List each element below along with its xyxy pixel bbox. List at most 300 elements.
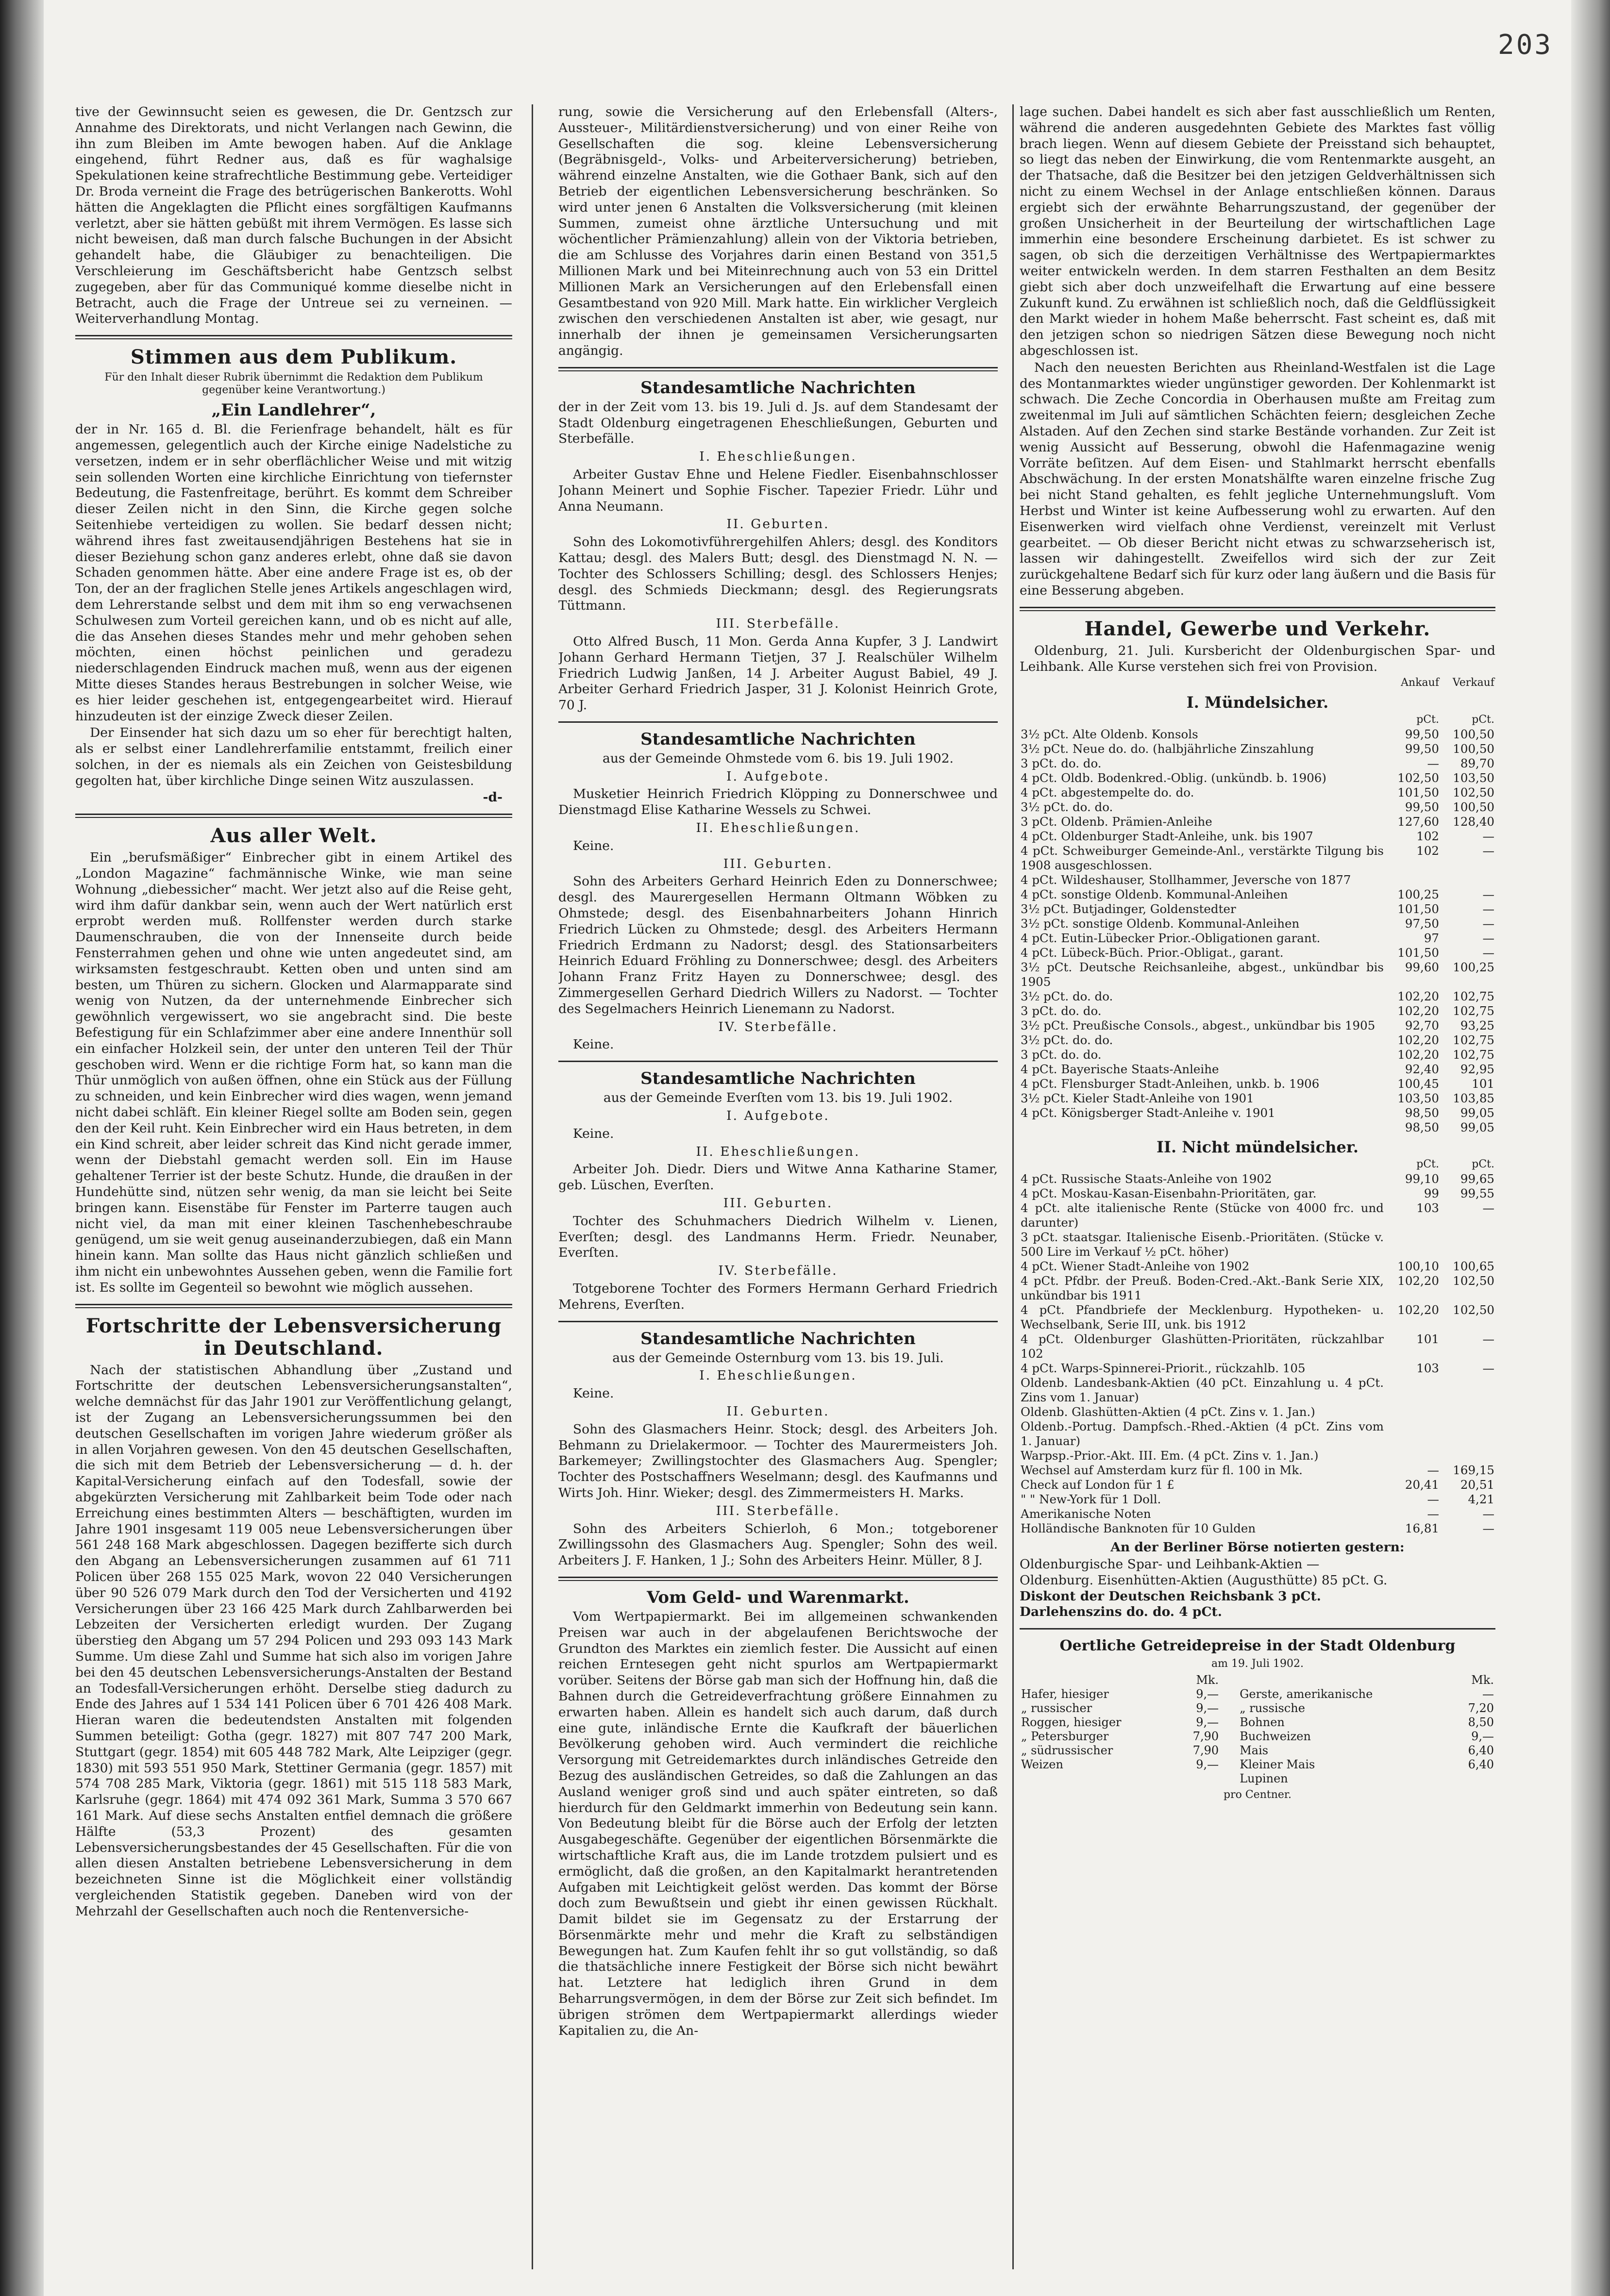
section-title-welt: Aus aller Welt. (210, 824, 377, 848)
kurs-security: 4 pCt. Königsberger Stadt-Anleihe v. 1901 (1021, 1106, 1275, 1120)
divider (558, 1577, 998, 1581)
kurs-row (1020, 1448, 1495, 1463)
article-paragraph: Ein „berufsmäßiger“ Einbrecher gibt in einem Artikel des „London Magazine“ fachmännische Winke, wie man seine Wohnung „diebessicher“ macht. Wer jetzt also auf die Reise geht, wird ihm dafür dankbar sein, wenn auch der Wert natürlich erst erprobt werden muß. Rollfenster werden durch starke Daumenschrauben, die von der Innenseite durch beide Fensterrahmen gehen und ohne wie unten angedeutet sind, am wirksamsten festgeschraubt. Ketten oben und unten sind am besten, um Thüren zu sichern. Glocken und Alarmapparate sind wenig von Nutzen, da der unternehmende Einbrecher sich gewöhnlich vergewissert, wo sie angebracht sind. Die beste Befestigung für ein Schlafzimmer aber eine andere Innenthür soll ein einfacher Holzkeil sein, der unter den unteren Teil der Thür geschoben wird. Wenn er die richtige Form hat, so kann man die Thür unmöglich von außen öffnen, ohne ein Stück aus der Füllung zu schneiden, und kein Einbrecher wird dies wagen, wenn jemand nicht dabei schläft. Ein kleiner Riegel sollte am Boden sein, gegen den der Keil ruht. Kein Einbrecher wird ein Haus betreten, in dem ein Kind schreit, aber leider schreit das Kind nicht gerade immer, wenn der Diebstahl gemacht werden soll. Ein im Hause gehaltener Terrier ist der beste Schutz. Hunde, die draußen in der Hundehütte sind, nützen sehr wenig, da man sie leicht bei Seite bringen kann. Eisenstäbe für Fenster im Parterre taugen auch nicht viel, da man mit einer kleinen Taschenhebeschraube genügend, um sie weit genug auseinanderzubiegen, daß ein Mann hinein kann. Man sollte das Haus nicht gänzlich schließen und ihm nicht ein unbewohntes Aussehen geben, wenn die Familie fort ist. Es sollte im Gegenteil so bewohnt wie möglich aussehen. (75, 850, 512, 1295)
kurs-verkauf: — (1482, 1521, 1494, 1536)
kurs-ankauf: 99 (1424, 1186, 1439, 1201)
kurs-verkauf (1440, 1419, 1495, 1448)
scan-edge-right (1571, 0, 1610, 2296)
getreide-table (1020, 1673, 1495, 1786)
kurs-row (1020, 1303, 1495, 1332)
kurs-ankauf: 100,10 (1397, 1259, 1439, 1274)
kurs-verkauf: 103,85 (1453, 1091, 1494, 1106)
kurs-verkauf: 99,55 (1460, 1186, 1494, 1201)
kurs-verkauf: — (1482, 844, 1494, 858)
getreide-price: 7,20 (1468, 1701, 1494, 1715)
diskont-line: Diskont der Deutschen Reichsbank 3 pCt. (1020, 1588, 1321, 1604)
kurs-row (1020, 1492, 1495, 1507)
kurs-verkauf: 99,65 (1460, 1172, 1494, 1186)
standesamt-entries: Musketier Heinrich Friedrich Klöpping zu Donnerschwee und Dienstmagd Elise Katharine Wessels zu Schwei. (558, 786, 998, 818)
kurs-verkauf (1440, 1230, 1495, 1259)
kurs-ankauf: 102,50 (1397, 771, 1439, 785)
kurs-row (1020, 1120, 1495, 1135)
getreide-grain: Weizen (1021, 1758, 1063, 1772)
kurs-row (1020, 1186, 1495, 1201)
getreide-date: am 19. Juli 1902. (1211, 1658, 1304, 1670)
kurs-ankauf (1385, 1405, 1440, 1419)
standesamt-entries: Keine. (573, 1037, 614, 1052)
standesamt-heading: II. Eheschließungen. (696, 1144, 860, 1159)
divider (558, 367, 998, 371)
kurs-ankauf: 99,50 (1405, 742, 1439, 756)
kurs-verkauf: 99,05 (1460, 1120, 1494, 1135)
kurs-row (1020, 989, 1495, 1004)
kurs-ankauf: 98,50 (1405, 1106, 1439, 1120)
kurs-row (1020, 1405, 1495, 1419)
kurs-row (1020, 1077, 1495, 1091)
kurs-ankauf: 127,60 (1397, 815, 1439, 829)
getreide-row (1020, 1744, 1495, 1758)
kurs-unit-verkauf: pCt. (1472, 714, 1494, 726)
kurs-ankauf: 16,81 (1405, 1521, 1439, 1536)
kurs-ankauf: 101,50 (1397, 902, 1439, 916)
kurs-ankauf: 102,20 (1397, 1004, 1439, 1018)
standesamt-entries: Sohn des Lokomotivführergehilfen Ahlers; desgl. des Konditors Kattau; desgl. des Malers Butt; desgl. des Dienstmagd N. N. — Tochter des Schlossers Schilling; desgl. des Schlossers Henjes; desgl. des Schmieds Dieckmann; desgl. des Regierungsrats Tüttmann. (558, 534, 998, 614)
kurs-verkauf: 102,50 (1453, 1274, 1494, 1288)
kurs-verkauf: 100,50 (1453, 727, 1494, 742)
standesamt-intro: der in der Zeit vom 13. bis 19. Juli d. Js. auf dem Standesamt der Stadt Oldenburg eingetragenen Eheschließungen, Geburten und Sterbefälle. (558, 399, 998, 447)
kurs-section-title: I. Mündelsicher. (1186, 693, 1329, 712)
standesamt-entries: Keine. (573, 838, 614, 853)
kurs-ankauf: 102 (1416, 844, 1439, 858)
standesamt-title: Standesamtliche Nachrichten (640, 729, 916, 749)
standesamt-entries: Totgeborene Tochter des Formers Hermann Gerhard Friedrich Mehrens, Everſten. (558, 1281, 998, 1312)
article-continuation: lage suchen. Dabei handelt es sich aber fast ausschließlich um Renten, während die anderen ausgedehnten Gebiete des Marktes fast völlig brach liegen. Wenn auf diesem Gebiete der Preisstand sich behauptet, so liegt das neben der Einwirkung, die vom Rentenmarkte ausgeht, an der Thatsache, daß die Besitzer bei den jetzigen Geldverhältnissen sich nicht zu einem Wechsel in der Anlage entschließen können. Daraus ergiebt sich der erwähnte Beharrungszustand, der gegenüber der großen Unsicherheit in der Beurteilung der wirtschaftlichen Lage immerhin eine besondere Erscheinung darbietet. Es ist schwer zu sagen, ob sich die derzeitigen Verhältnisse des Wertpapiermarktes weiter entwickeln werden. In dem starren Festhalten an dem Besitz giebt sich aber doch unzweifelhaft die Erwartung auf eine bessere Zukunft kund. Zu erwähnen ist schließlich noch, daß die Geldflüssigkeit den Markt wieder in hohem Maße beherrscht. Fast scheint es, daß mit den jetzigen schon so niedrigen Sätzen diese Bewegung noch nicht abgeschlossen ist. (1020, 104, 1495, 358)
divider (558, 721, 998, 723)
scan-edge-left (0, 0, 44, 2296)
getreide-grain: Lupinen (1240, 1772, 1288, 1786)
kurs-verkauf: — (1482, 1332, 1494, 1347)
kurs-row (1020, 1062, 1495, 1077)
section-disclaimer: Für den Inhalt dieser Rubrik übernimmt die Redaktion dem Publikum gegenüber keine Verantwortung.) (104, 371, 483, 397)
darlehen-line: Darlehenszins do. do. 4 pCt. (1020, 1604, 1223, 1620)
column-rule (1012, 104, 1014, 2269)
standesamt-heading: IV. Sterbefälle. (718, 1263, 838, 1279)
kurs-ankauf: 101,50 (1397, 785, 1439, 800)
kurs-security: 4 pCt. alte italienische Rente (Stücke von 4000 frc. und darunter) (1021, 1201, 1384, 1230)
kurs-table (1020, 676, 1495, 1536)
kurs-security: 3 pCt. do. do. (1021, 756, 1102, 771)
getreide-price: 6,40 (1468, 1744, 1494, 1758)
kurs-row (1020, 785, 1495, 800)
kurs-security: 4 pCt. Pfandbriefe der Mecklenburg. Hypotheken- u. Wechselbank, Serie III, unk. bis 1912 (1021, 1303, 1384, 1332)
kurs-security: Warpsp.-Prior.-Akt. III. Em. (4 pCt. Zins v. 1. Jan.) (1021, 1448, 1319, 1463)
berliner-heading: An der Berliner Börse notierten gestern: (1110, 1540, 1405, 1555)
getreide-unit-spacer (1220, 1673, 1446, 1687)
kurs-security: 3 pCt. do. do. (1021, 1004, 1102, 1018)
letter-title: „Ein Landlehrer“, (211, 400, 376, 420)
kurs-section-title: II. Nicht mündelsicher. (1157, 1138, 1358, 1157)
getreide-grain: „ russischer (1021, 1701, 1092, 1715)
kurs-row (1020, 1507, 1495, 1521)
standesamt-heading: III. Sterbefälle. (716, 1503, 840, 1518)
kurs-verkauf: — (1482, 916, 1494, 931)
letter-paragraph: der in Nr. 165 d. Bl. die Ferienfrage behandelt, hält es für angemessen, gelegentlich auch der Kirche einige Nadelstiche zu versetzen, indem er in sehr oberflächlicher Weise und mit witzig sein sollenden Worten eine kirchliche Einrichtung von tiefernster Bedeutung, die Fastenfreitage, berührt. Es kommt dem Schreiber dieser Zeilen nicht in den Sinn, die Kirche gegen solche Seitenhiebe verteidigen zu wollen. Sie bedarf dessen nicht; während ihres fast zweitausendjährigen Bestehens hat sie in dieser Beziehung schon ganz anderes erlebt, ohne daß sie davon Schaden genommen hätte. Aber eine andere Frage ist es, ob der Ton, der an der fraglichen Stelle jenes Artikels angeschlagen wird, dem Lehrerstande selbst und dem mit ihm so eng verwachsenen Schulwesen zum Vorteil gereichen kann, und ob es nicht auf alle, die das Ansehen dieses Standes mehr und mehr gehoben sehen möchten, einen höchst peinlichen und geradezu niederschlagenden Eindruck machen muß, wenn aus der eigenen Mitte dieses Standes heraus Bestrebungen in solcher Weise, wie es hier leider geschehen ist, entgegengearbeitet wird. Hierauf hinzudeuten ist der einzige Zweck dieser Zeilen. (75, 422, 512, 724)
kurs-security: 4 pCt. Lübeck-Büch. Prior.-Obligat., garant. (1021, 946, 1284, 960)
standesamt-heading: I. Aufgebote. (726, 768, 830, 784)
kurs-verkauf: 92,95 (1460, 1062, 1494, 1077)
kurs-security: " " New-York für 1 Doll. (1021, 1492, 1161, 1507)
kurs-row (1020, 873, 1495, 887)
getreide-price: 6,40 (1468, 1758, 1494, 1772)
kurs-verkauf: — (1482, 946, 1494, 960)
kurs-security: 4 pCt. Flensburger Stadt-Anleihen, unkb. b. 1906 (1021, 1077, 1320, 1091)
kurs-ankauf: 97 (1424, 931, 1439, 946)
kurs-verkauf (1440, 1448, 1495, 1463)
kurs-verkauf: — (1482, 829, 1494, 844)
divider (75, 1304, 512, 1308)
kurs-header-ankauf: Ankauf (1401, 677, 1439, 689)
kurs-ankauf (1385, 1376, 1440, 1405)
standesamt-entries: Sohn des Glasmachers Heinr. Stock; desgl. des Arbeiters Joh. Behmann zu Drielakermoor. — Tochter des Maurermeisters Joh. Barkemeyer; Zwillingstochter des Glasmachers Aug. Spengler; Tochter des Postschaffners Weselmann; desgl. des Kaufmanns und Wirts Joh. Hinr. Wieker; desgl. des Zimmermeisters H. Marks. (558, 1421, 998, 1500)
getreide-grain: Roggen, hiesiger (1021, 1715, 1122, 1730)
kurs-security: 3½ pCt. Alte Oldenb. Konsols (1021, 727, 1198, 742)
kurs-security: 4 pCt. Schweiburger Gemeinde-Anl., verstärkte Tilgung bis 1908 ausgeschlossen. (1021, 844, 1384, 873)
kurs-row (1020, 1463, 1495, 1478)
kurs-ankauf: 99,50 (1405, 727, 1439, 742)
berliner-line: Oldenburgische Spar- und Leihbank-Aktien — (1020, 1557, 1320, 1572)
kurs-verkauf: 100,65 (1453, 1259, 1494, 1274)
kurs-security (1020, 1120, 1385, 1135)
standesamt-entries: Sohn des Arbeiters Gerhard Heinrich Eden zu Donnerschwee; desgl. des Maurergesellen Hermann Oltmann Wöbken zu Ohmstede; desgl. des Eisenbahnarbeiters Johann Hinrich Friedrich Lücken zu Ohmstede; desgl. des Arbeiters Hermann Friedrich Erdmann zu Nadorst; desgl. des Stationsarbeiters Heinrich Eduard Fröhling zu Donnerschwee; desgl. des Arbeiters Johann Franz Fritz Hayen zu Donnerschwee; desgl. des Zimmergesellen Gerhard Diedrich Willers zu Nadorst. — Tochter des Segelmachers Heinrich Lienemann zu Nadorst. (558, 874, 998, 1016)
standesamt-intro: aus der Gemeinde Osternburg vom 13. bis 19. Juli. (612, 1350, 944, 1365)
kurs-verkauf: — (1482, 1507, 1494, 1521)
section-title-stimmen: Stimmen aus dem Publikum. (130, 346, 457, 369)
standesamt-intro: aus der Gemeinde Everſten vom 13. bis 19. Juli 1902. (603, 1090, 953, 1106)
kurs-row (1020, 756, 1495, 771)
getreide-unit-left: Mk. (1196, 1673, 1219, 1687)
getreide-row (1020, 1715, 1495, 1730)
kurs-ankauf: 103,50 (1397, 1091, 1439, 1106)
getreide-price: 9,— (1471, 1730, 1494, 1744)
kurs-security: 4 pCt. Eutin-Lübecker Prior.-Obligationen garant. (1021, 931, 1321, 946)
kurs-row (1020, 742, 1495, 756)
standesamt-entries: Keine. (573, 1126, 614, 1141)
getreide-grain (1020, 1772, 1171, 1786)
kurs-ankauf (1385, 1419, 1440, 1448)
getreide-row (1020, 1701, 1495, 1715)
kurs-verkauf: 100,25 (1453, 960, 1494, 975)
getreide-grain: Bohnen (1240, 1715, 1285, 1730)
kurs-verkauf: 101 (1472, 1077, 1494, 1091)
kurs-security: 4 pCt. Oldenburger Stadt-Anleihe, unk. bis 1907 (1021, 829, 1313, 844)
kurs-unit-ankauf: pCt. (1416, 714, 1439, 726)
getreide-row (1020, 1687, 1495, 1701)
kurs-row (1020, 800, 1495, 815)
kurs-security: 4 pCt. Moskau-Kasan-Eisenbahn-Prioritäten, gar. (1021, 1186, 1317, 1201)
divider (75, 814, 512, 818)
kurs-row (1020, 902, 1495, 916)
kurs-ankauf: 100,45 (1397, 1077, 1439, 1091)
kurs-ankauf: 100,25 (1397, 887, 1439, 902)
kurs-row (1020, 1332, 1495, 1361)
kurs-unit-row (1020, 1157, 1495, 1172)
kurs-unit-label (1020, 1157, 1385, 1172)
kurs-security: 4 pCt. sonstige Oldenb. Kommunal-Anleihen (1021, 887, 1288, 902)
kurs-row (1020, 887, 1495, 902)
kurs-ankauf: 99,50 (1405, 800, 1439, 815)
kurs-header-label (1020, 676, 1385, 690)
getreide-row (1020, 1758, 1495, 1772)
kurs-security: 4 pCt. Oldenburger Glashütten-Prioritäten, rückzahlbar 102 (1021, 1332, 1384, 1361)
kurs-verkauf: 100,50 (1453, 742, 1494, 756)
getreide-unit-right: Mk. (1471, 1673, 1494, 1687)
kurs-row (1020, 1201, 1495, 1230)
kurs-unit-label (1020, 713, 1385, 727)
kurs-ankauf: 102,20 (1397, 989, 1439, 1004)
getreide-grain: Hafer, hiesiger (1021, 1687, 1109, 1701)
kurs-ankauf (1385, 1448, 1440, 1463)
standesamt-heading: IV. Sterbefälle. (718, 1019, 838, 1034)
kurs-verkauf: 103,50 (1453, 771, 1494, 785)
getreide-price: 9,— (1196, 1701, 1219, 1715)
standesamt-title: Standesamtliche Nachrichten (640, 1329, 916, 1348)
divider (558, 1061, 998, 1062)
kurs-ankauf (1385, 1230, 1440, 1259)
kurs-ankauf: 101 (1416, 1332, 1439, 1347)
kurs-verkauf: 169,15 (1453, 1463, 1494, 1478)
kurs-security: 3 pCt. staatsgar. Italienische Eisenb.-Prioritäten. (Stücke v. 500 Lire im Verkauf ½ pCt. höher) (1021, 1230, 1384, 1259)
kurs-verkauf: 128,40 (1453, 815, 1494, 829)
section-title-lebensversicherung: Fortschritte der Lebensversicherung in Deutschland. (85, 1314, 502, 1360)
standesamt-heading: II. Eheschließungen. (696, 820, 860, 836)
kurs-verkauf: 4,21 (1468, 1492, 1494, 1507)
kurs-row (1020, 916, 1495, 931)
kurs-security: 3½ pCt. Butjadinger, Goldenstedter (1021, 902, 1236, 916)
kurs-row (1020, 1376, 1495, 1405)
kurs-security: Oldenb.-Portug. Dampfsch.-Rhed.-Aktien (4 pCt. Zins vom 1. Januar) (1021, 1419, 1384, 1448)
standesamt-entries: Tochter des Schuhmachers Diedrich Wilhelm v. Lienen, Everſten; desgl. des Landmanns Herm. Friedr. Neunaber, Everſten. (558, 1213, 998, 1261)
kurs-section-row (1020, 690, 1495, 713)
kurs-verkauf: — (1482, 1361, 1494, 1376)
kurs-ankauf: — (1427, 1492, 1439, 1507)
getreide-title: Oertliche Getreidepreise in der Stadt Oldenburg (1059, 1637, 1456, 1655)
kurs-row (1020, 829, 1495, 844)
page-number: 203 (1498, 29, 1553, 61)
kurs-ankauf: 99,10 (1405, 1172, 1439, 1186)
kurs-security: Amerikanische Noten (1021, 1507, 1151, 1521)
kurs-security: 3½ pCt. do. do. (1021, 1033, 1113, 1048)
kurs-security: Oldenb. Landesbank-Aktien (40 pCt. Einzahlung u. 4 pCt. Zins vom 1. Januar) (1021, 1376, 1384, 1405)
getreide-price: 9,— (1196, 1687, 1219, 1701)
kurs-row (1020, 1172, 1495, 1186)
kurs-row (1020, 1521, 1495, 1536)
getreide-unit-row (1020, 1673, 1495, 1687)
kurs-row (1020, 1230, 1495, 1259)
kurs-security: Oldenb. Glashütten-Aktien (4 pCt. Zins v. 1. Jan.) (1021, 1405, 1315, 1419)
divider (1020, 607, 1495, 611)
kurs-row (1020, 946, 1495, 960)
kurs-verkauf (1440, 1376, 1495, 1405)
column-2 (558, 104, 998, 2269)
kurs-unit-verkauf: pCt. (1472, 1158, 1494, 1171)
kurs-security: Check auf London für 1 £ (1021, 1478, 1174, 1492)
kurs-security: 4 pCt. Wiener Stadt-Anleihe von 1902 (1021, 1259, 1250, 1274)
getreide-grain: „ Petersburger (1021, 1730, 1109, 1744)
standesamt-heading: II. Geburten. (726, 516, 830, 532)
kurs-security: 3½ pCt. Preußische Consols., abgest., unkündbar bis 1905 (1021, 1018, 1375, 1033)
kurs-verkauf: 102,75 (1453, 1048, 1494, 1062)
getreide-price (1171, 1772, 1220, 1786)
standesamt-entries: Otto Alfred Busch, 11 Mon. Gerda Anna Kupfer, 3 J. Landwirt Johann Gerhard Hermann Tietjen, 37 J. Realschüler Wilhelm Friedrich Ludwig Janßen, 14 J. Arbeiter August Babiel, 49 J. Arbeiter Gerhard Friedrich Jasper, 31 J. Kolonist Heinrich Grote, 70 J. (558, 633, 998, 713)
kurs-unit-ankauf: pCt. (1416, 1158, 1439, 1171)
kurs-verkauf: 102,75 (1453, 1033, 1494, 1048)
kurs-unit-row (1020, 713, 1495, 727)
getreide-unit-spacer (1020, 1673, 1171, 1687)
kurs-ankauf: 99,60 (1405, 960, 1439, 975)
kurs-ankauf: 92,70 (1405, 1018, 1439, 1033)
standesamt-entries: Sohn des Arbeiters Schierloh, 6 Mon.; totgeborener Zwillingssohn des Glasmachers Aug. Spengler; Sohn des weil. Arbeiters J. F. Hanken, 1 J.; Sohn des Arbeiters Heinr. Müller, 8 J. (558, 1521, 998, 1568)
getreide-price: 7,90 (1192, 1730, 1219, 1744)
standesamt-heading: I. Eheschließungen. (699, 1368, 857, 1383)
kurs-ankauf: 102,20 (1397, 1033, 1439, 1048)
article-paragraph: Nach der statistischen Abhandlung über „Zustand und Fortschritte der deutschen Lebensversicherungsanstalten“, welche demnächst für das Jahr 1901 zur Veröffentlichung gelangt, ist der Zugang an Lebensversicherungssummen bei den deutschen Gesellschaften im vorigen Jahre wiederum größer als in allen Vorjahren gewesen. Von den 45 deutschen Gesellschaften, die sich mit dem Betrieb der Lebensversicherung — d. h. der Kapital-Versicherung einfach auf den Todesfall, sowie der abgekürzten Versicherung mit Zahlbarkeit beim Tode oder nach Erreichung eines bestimmten Alters — beschäftigten, wurden im Jahre 1901 insgesamt 119 005 neue Lebensversicherungen über 561 248 168 Mark abgeschlossen. Dagegen bezifferte sich durch den Abgang an Lebensversicherungen zusammen auf 61 711 Policen über 268 155 025 Mark, wovon 22 040 Versicherungen über 90 526 079 Mark durch den Tod der Versicherten und 4192 Versicherungen über 23 166 425 Mark durch Zahlbarwerden bei Lebzeiten der Versicherten erledigt wurden. Der Zugang überstieg den Abgang um 57 294 Policen und 293 093 143 Mark Summe. Um diese Zahl und Summe hat sich also im vorigen Jahre bei den 45 deutschen Lebensversicherungs-Anstalten der Bestand an Todesfall-Versicherungen erhöht. Derselbe stieg dadurch zu Ende des Jahres auf 1 534 141 Policen über 6 701 426 408 Mark. Hieran waren die bedeutendsten Anstalten mit folgenden Summen beteiligt: Gotha (gegr. 1827) mit 807 747 200 Mark, Stuttgart (gegr. 1854) mit 605 448 782 Mark, Alte Leipziger (gegr. 1830) mit 593 551 950 Mark, Stettiner Germania (gegr. 1857) mit 574 708 285 Mark, Viktoria (gegr. 1861) mit 515 118 583 Mark, Karlsruhe (gegr. 1864) mit 474 092 361 Mark, Summa 3 570 667 161 Mark. Auf diese sechs Anstalten entfiel demnach die größere Hälfte (53,3 Prozent) des gesamten Lebensversicherungsbestandes der 45 Gesellschaften. Für die von allen diesen Anstalten betriebene Lebensversicherung in dem bezeichneten Sinne ist die Möglichkeit einer vollständig vergleichenden Statistik gegeben. Daneben wird von der Mehrzahl der Gesellschaften auch noch die Rentenversiche- (75, 1362, 512, 1919)
kurs-row (1020, 1106, 1495, 1120)
kurs-row (1020, 1004, 1495, 1018)
article-paragraph: Vom Wertpapiermarkt. Bei im allgemeinen schwankenden Preisen war auch in der abgelaufenen Berichtswoche der Grundton des Marktes ein ziemlich fester. Die Aussicht auf einen reichen Erntesegen geht nicht spurlos am Wertpapiermarkt vorüber. Seitens der Börse gab man sich der Hoffnung hin, daß die Bahnen durch die Getreideverfrachtung größere Einnahmen zu erwarten haben. Allein es handelt sich auch darum, daß durch eine gute, inländische Ernte die Kaufkraft der bäuerlichen Bevölkerung gehoben wird. Auch vermindert die reichliche Versorgung mit Getreidemarktes durch inländisches Getreide den Bezug des ausländischen Getreides, so daß die Zahlungen an das Ausland weniger groß sind und auch später eintreten, so daß hierdurch für den Geldmarkt immerhin von Bedeutung sein kann. Von Bedeutung bleibt für die Börse auch der Erfolg der letzten Ausgabegeschäfte. Gegenüber der eigentlichen Börsenmärkte die wirtschaftliche Kraft aus, die im Lande trotzdem pulsiert und es ermöglicht, daß die großen, an den Kapitalmarkt herantretenden Aufgaben mit Leichtigkeit gelöst werden. Das kommt der Börse doch zum Bewußtsein und giebt ihr einen gewissen Rückhalt. Damit bildet sie im Gegensatz zu der Erstarrung der Börsenmärkte mehr und mehr die Kraft zu selbständigen Bewegungen hat. Zum Kaufen fehlt ihr so gut vollständig, so daß die thatsächliche innere Festigkeit der Börse sich nicht bewährt hat. Letztere hat lediglich ihren Grund in dem Beharrungsvermögen, in dem der Börse zur Zeit sich befindet. Im übrigen strömen dem Wertpapiermarkt allerdings wieder Kapitalien zu, die An- (558, 1609, 998, 2038)
kurs-ankauf: 98,50 (1405, 1120, 1439, 1135)
kurs-row (1020, 1274, 1495, 1303)
berliner-line: Oldenburg. Eisenhütten-Aktien (Augusthütte) 85 pCt. G. (1020, 1572, 1388, 1588)
kurs-row (1020, 1018, 1495, 1033)
getreide-price: 9,— (1196, 1758, 1219, 1772)
letter-signature: -d- (483, 790, 503, 805)
kurs-verkauf: — (1482, 1201, 1494, 1215)
getreide-price: 9,— (1196, 1715, 1219, 1730)
kurs-verkauf (1440, 873, 1495, 887)
column-rule (532, 104, 533, 2269)
kurs-security: Wechsel auf Amsterdam kurz für fl. 100 in Mk. (1021, 1463, 1303, 1478)
column-3 (1020, 104, 1495, 2269)
kurs-row (1020, 960, 1495, 989)
kurs-security: 4 pCt. Oldb. Bodenkred.-Oblig. (unkündb. b. 1906) (1021, 771, 1326, 785)
kurs-security: 3½ pCt. Kieler Stadt-Anleihe von 1901 (1021, 1091, 1254, 1106)
kurs-security: 3 pCt. do. do. (1021, 1048, 1102, 1062)
kurs-verkauf: 93,25 (1460, 1018, 1494, 1033)
kurs-row (1020, 1033, 1495, 1048)
getreide-price: — (1482, 1687, 1494, 1701)
standesamt-entries: Arbeiter Gustav Ehne und Helene Fiedler. Eisenbahnschlosser Johann Meinert und Sophie Fischer. Tapezier Friedr. Lühr und Anna Neumann. (558, 466, 998, 514)
getreide-price: 7,90 (1192, 1744, 1219, 1758)
kurs-row (1020, 815, 1495, 829)
kurs-row (1020, 1419, 1495, 1448)
standesamt-intro: aus der Gemeinde Ohmstede vom 6. bis 19. Juli 1902. (603, 750, 954, 766)
kurs-row (1020, 1048, 1495, 1062)
divider (558, 1321, 998, 1322)
standesamt-entries: Arbeiter Joh. Diedr. Diers und Witwe Anna Katharine Stamer, geb. Lüschen, Everſten. (558, 1162, 998, 1193)
kurs-row (1020, 1091, 1495, 1106)
article-continuation: rung, sowie die Versicherung auf den Erlebensfall (Alters-, Aussteuer-, Militärdienstversicherung) und von einer Reihe von Gesellschaften die sog. kleine Lebensversicherung (Begräbnisgeld-, Volks- und Arbeiterversicherung) betrieben, während einzelne Anstalten, wie die Gothaer Bank, sich auf den Betrieb der eigentlichen Lebensversicherung beschränken. So wird unter jenen 6 Anstalten die Volksversicherung (mit kleinen Summen, zumeist ohne ärztliche Untersuchung und mit wöchentlicher Prämienzahlung) allein von der Viktoria betrieben, die am Schlusse des Vorjahres darin einen Bestand von 351,5 Millionen Mark und bei Miteinrechnung auch von 53 ein Drittel Millionen Mark an Versicherungen auf den Erlebensfall einen Gesamtbestand von 920 Mill. Mark hatte. Ein wirklicher Vergleich zwischen den verschiedenen Anstalten ist aber, wie gesagt, nur innerhalb der ihnen je gemeinsamen Versicherungsarten angängig. (558, 104, 998, 358)
kurs-verkauf: 89,70 (1460, 756, 1494, 771)
kursbericht-intro: Oldenburg, 21. Juli. Kursbericht der Oldenburgischen Spar- und Leihbank. Alle Kurse verstehen sich frei von Provision. (1020, 643, 1495, 674)
kurs-security: 4 pCt. Bayerische Staats-Anleihe (1021, 1062, 1219, 1077)
letter-paragraph: Der Einsender hat sich dazu um so eher für berechtigt halten, als er selbst einer Landlehrerfamilie entstammt, freilich einer solchen, in der es niemals als ein Zeichen von Geistesbildung gegolten hat, über kirchliche Dinge seinen Witz auszulassen. (75, 725, 512, 788)
kurs-verkauf: 100,50 (1453, 800, 1494, 815)
standesamt-heading: I. Aufgebote. (726, 1108, 830, 1124)
kurs-security: 4 pCt. Pfdbr. der Preuß. Boden-Cred.-Akt.-Bank Serie XIX, unkündbar bis 1911 (1021, 1274, 1384, 1303)
kurs-security: 4 pCt. Russische Staats-Anleihe von 1902 (1021, 1172, 1272, 1186)
standesamt-title: Standesamtliche Nachrichten (640, 378, 916, 398)
kurs-security: 4 pCt. Warps-Spinnerei-Priorit., rückzahlb. 105 (1021, 1361, 1306, 1376)
kurs-ankauf: — (1427, 1507, 1439, 1521)
article-paragraph: Nach den neuesten Berichten aus Rheinland-Westfalen ist die Lage des Montanmarktes wieder ungünstiger geworden. Der Kohlenmarkt ist schwach. Die Zeche Concordia in Oberhausen mußte am Freitag zum zweitenmal im Juli auf sämtlichen Schächten feiern; desgleichen Zeche Alstaden. Auf den Zechen sind starke Bestände vorhanden. Zur Zeit ist wenig Aussicht auf Besserung, obwohl die Hafenmagazine wenig Vorräte beſitzen. Auf dem Eisen- und Stahlmarkt herrscht ebenfalls Abschwächung. In der ersten Monatshälfte waren einzelne frische Zug bei nicht Stand gehalten, es fehlt jegliche Unternehmungsluft. Vom Herbst und Winter ist keine Aufbesserung wohl zu erwarten. Auf den Eisenwerken wird vielfach ohne Verdienst, vereinzelt mit Verlust gearbeitet. — Ob dieser Bericht nicht etwas zu schwarzseherisch ist, lassen wir dahingestellt. Zweifellos wird sich der zur Zeit zurückgehaltene Bedarf sich für kurz oder lang äußern und die Basis für eine Besserung abgeben. (1020, 360, 1495, 598)
kurs-section-row (1020, 1135, 1495, 1157)
getreide-grain: Buchweizen (1240, 1730, 1311, 1744)
kurs-security: 3½ pCt. sonstige Oldenb. Kommunal-Anleihen (1021, 916, 1300, 931)
standesamt-heading: III. Sterbefälle. (716, 616, 840, 632)
kurs-row (1020, 1361, 1495, 1376)
kurs-verkauf: — (1482, 902, 1494, 916)
divider (75, 335, 512, 339)
kurs-security: 4 pCt. abgestempelte do. do. (1021, 785, 1194, 800)
getreide-row (1020, 1730, 1495, 1744)
kurs-security: 3½ pCt. Deutsche Reichsanleihe, abgest., unkündbar bis 1905 (1021, 960, 1384, 989)
getreide-grain: Mais (1240, 1744, 1269, 1758)
kurs-ankauf: 102,20 (1397, 1274, 1439, 1288)
standesamt-entries: Keine. (573, 1386, 614, 1401)
kurs-header-verkauf: Verkauf (1452, 677, 1494, 689)
kurs-ankauf: 102 (1416, 829, 1439, 844)
getreide-row (1020, 1772, 1495, 1786)
kurs-verkauf: 102,50 (1453, 785, 1494, 800)
getreide-grain: „ russische (1240, 1701, 1305, 1715)
kurs-security: Holländische Banknoten für 10 Gulden (1021, 1521, 1256, 1536)
standesamt-heading: I. Eheschließungen. (699, 449, 857, 465)
getreide-grain: Gerste, amerikanische (1240, 1687, 1373, 1701)
kurs-security: 3½ pCt. do. do. (1021, 800, 1113, 815)
kurs-row (1020, 771, 1495, 785)
section-title-geldmarkt: Vom Geld- und Warenmarkt. (647, 1587, 909, 1607)
getreide-footnote: pro Centner. (1224, 1789, 1291, 1801)
kurs-ankauf: 102,20 (1397, 1048, 1439, 1062)
kurs-row (1020, 844, 1495, 873)
section-title-handel: Handel, Gewerbe und Verkehr. (1084, 617, 1431, 640)
kurs-row (1020, 931, 1495, 946)
standesamt-title: Standesamtliche Nachrichten (640, 1069, 916, 1089)
article-continuation: tive der Gewinnsucht seien es gewesen, die Dr. Gentzsch zur Annahme des Direktorats, und nicht Verlangen nach Gewinn, die ihn zum Bleiben im Amte bewogen haben. Auf die Anklage eingehend, führt Redner aus, daß es für waghalsige Spekulationen keine strafrechtliche Bestimmung gebe. Verteidiger Dr. Broda verneint die Frage des betrügerischen Bankerotts. Wohl hätten die Angeklagten die Pflicht eines sorgfältigen Kaufmanns verletzt, aber sie hätten gebüßt mit ihrem Vermögen. Es lasse sich nicht beweisen, daß man durch falsche Buchungen in der Absicht gehandelt habe, die Gläubiger zu benachteiligen. Die Verschleierung im Geschäftsbericht habe Gentzsch selbst zugegeben, aber für das Communiqué komme dieselbe nicht in Betracht, auch die Frage der Untreue sei zu verneinen. — Weiterverhandlung Montag. (75, 104, 512, 327)
kurs-row (1020, 727, 1495, 742)
kurs-verkauf: 102,50 (1453, 1303, 1494, 1317)
kurs-ankauf: 20,41 (1405, 1478, 1439, 1492)
getreide-price (1446, 1772, 1495, 1786)
standesamt-heading: II. Geburten. (726, 1403, 830, 1419)
getreide-grain: „ südrussischer (1021, 1744, 1113, 1758)
kurs-row (1020, 1259, 1495, 1274)
kurs-security: 3½ pCt. Neue do. do. (halbjährliche Zinszahlung (1021, 742, 1314, 756)
divider (1020, 1628, 1495, 1630)
kurs-verkauf (1440, 1405, 1495, 1419)
kurs-verkauf: — (1482, 887, 1494, 902)
kurs-verkauf: 102,75 (1453, 989, 1494, 1004)
getreide-grain: Kleiner Mais (1240, 1758, 1315, 1772)
standesamt-heading: III. Geburten. (723, 856, 833, 871)
kurs-ankauf: 103 (1416, 1201, 1439, 1215)
kurs-security: 4 pCt. Wildeshauser, Stollhammer, Jeversche von 1877 (1021, 873, 1351, 887)
kurs-verkauf: — (1482, 931, 1494, 946)
kurs-security: 3½ pCt. do. do. (1021, 989, 1113, 1004)
kurs-security: 3 pCt. Oldenb. Prämien-Anleihe (1021, 815, 1212, 829)
kurs-ankauf: 92,40 (1405, 1062, 1439, 1077)
kurs-ankauf: — (1427, 756, 1439, 771)
